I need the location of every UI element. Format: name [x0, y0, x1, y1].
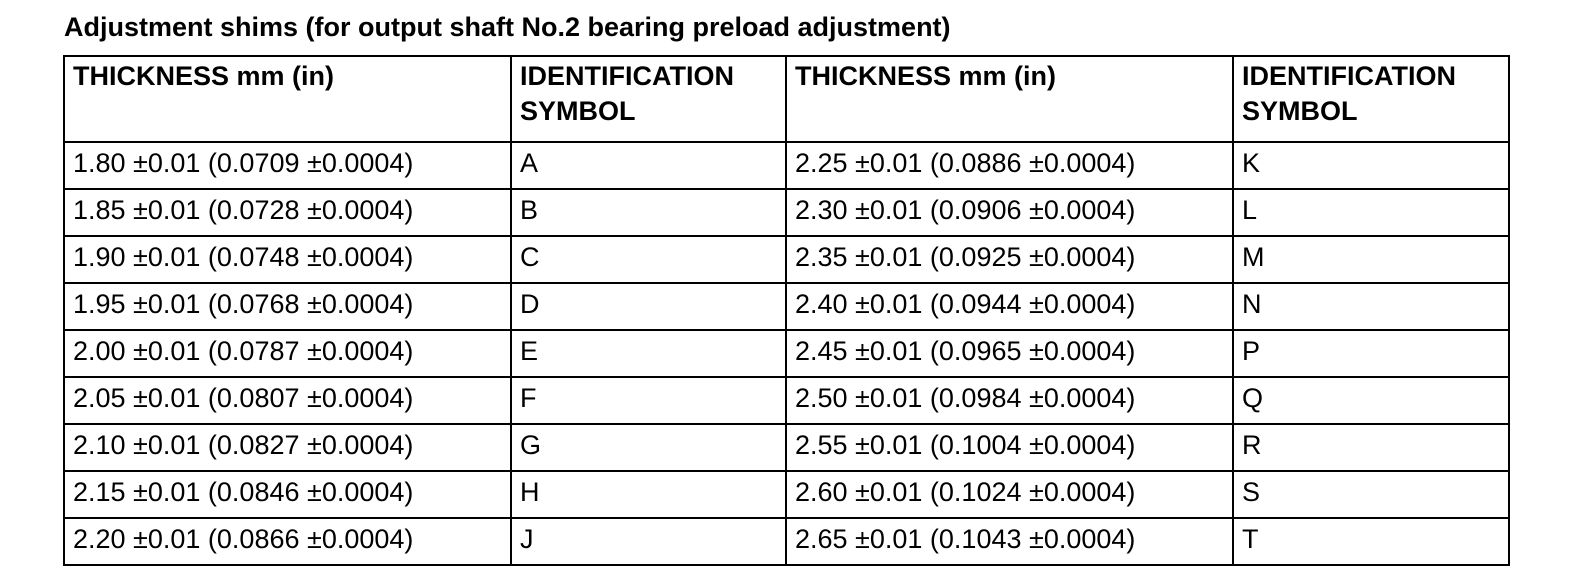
cell-thickness-right: 2.40 ±0.01 (0.0944 ±0.0004): [786, 283, 1233, 330]
page-title: Adjustment shims (for output shaft No.2 bearing preload adjustment): [64, 12, 951, 42]
table-row: [64, 236, 1509, 283]
cell-thickness-left: 2.15 ±0.01 (0.0846 ±0.0004): [64, 471, 511, 518]
cell-thickness-left: 1.95 ±0.01 (0.0768 ±0.0004): [64, 283, 511, 330]
header-line: IDENTIFICATION: [520, 61, 734, 91]
header-line: THICKNESS mm (in): [795, 61, 1057, 91]
cell-thickness-right: 2.60 ±0.01 (0.1024 ±0.0004): [786, 471, 1233, 518]
cell-thickness-left: 1.85 ±0.01 (0.0728 ±0.0004): [64, 189, 511, 236]
header-line: SYMBOL: [520, 96, 636, 126]
cell-thickness-left: 1.80 ±0.01 (0.0709 ±0.0004): [64, 142, 511, 189]
cell-symbol-left: G: [511, 424, 786, 471]
cell-symbol-right: K: [1233, 142, 1509, 189]
table-body: [64, 142, 1509, 565]
header-identification-symbol-left: [511, 56, 786, 142]
header-line: IDENTIFICATION: [1242, 61, 1456, 91]
cell-thickness-right: 2.30 ±0.01 (0.0906 ±0.0004): [786, 189, 1233, 236]
cell-symbol-right: P: [1233, 330, 1509, 377]
table-row: [64, 518, 1509, 565]
cell-thickness-right: 2.50 ±0.01 (0.0984 ±0.0004): [786, 377, 1233, 424]
cell-symbol-right: N: [1233, 283, 1509, 330]
cell-symbol-left: H: [511, 471, 786, 518]
cell-symbol-right: T: [1233, 518, 1509, 565]
table-row: [64, 471, 1509, 518]
table-row: [64, 424, 1509, 471]
header-thickness-right: [786, 56, 1233, 142]
cell-symbol-left: D: [511, 283, 786, 330]
cell-thickness-right: 2.45 ±0.01 (0.0965 ±0.0004): [786, 330, 1233, 377]
cell-thickness-right: 2.55 ±0.01 (0.1004 ±0.0004): [786, 424, 1233, 471]
cell-symbol-left: A: [511, 142, 786, 189]
header-identification-symbol-right: [1233, 56, 1509, 142]
cell-symbol-left: C: [511, 236, 786, 283]
cell-symbol-right: M: [1233, 236, 1509, 283]
table-row: [64, 377, 1509, 424]
table-row: [64, 142, 1509, 189]
cell-symbol-right: L: [1233, 189, 1509, 236]
cell-thickness-right: 2.65 ±0.01 (0.1043 ±0.0004): [786, 518, 1233, 565]
cell-thickness-left: 1.90 ±0.01 (0.0748 ±0.0004): [64, 236, 511, 283]
cell-thickness-left: 2.00 ±0.01 (0.0787 ±0.0004): [64, 330, 511, 377]
table-row: [64, 189, 1509, 236]
cell-symbol-left: E: [511, 330, 786, 377]
cell-symbol-right: R: [1233, 424, 1509, 471]
cell-symbol-left: J: [511, 518, 786, 565]
cell-thickness-right: 2.35 ±0.01 (0.0925 ±0.0004): [786, 236, 1233, 283]
table-header-row: [64, 56, 1509, 142]
cell-thickness-left: 2.20 ±0.01 (0.0866 ±0.0004): [64, 518, 511, 565]
header-line: SYMBOL: [1242, 96, 1358, 126]
cell-thickness-left: 2.05 ±0.01 (0.0807 ±0.0004): [64, 377, 511, 424]
table-row: [64, 283, 1509, 330]
adjustment-shims-table: [63, 55, 1510, 566]
cell-thickness-left: 2.10 ±0.01 (0.0827 ±0.0004): [64, 424, 511, 471]
cell-symbol-right: S: [1233, 471, 1509, 518]
header-line: THICKNESS mm (in): [73, 61, 335, 91]
header-thickness-left: [64, 56, 511, 142]
table-row: [64, 330, 1509, 377]
cell-symbol-right: Q: [1233, 377, 1509, 424]
cell-symbol-left: F: [511, 377, 786, 424]
cell-thickness-right: 2.25 ±0.01 (0.0886 ±0.0004): [786, 142, 1233, 189]
cell-symbol-left: B: [511, 189, 786, 236]
